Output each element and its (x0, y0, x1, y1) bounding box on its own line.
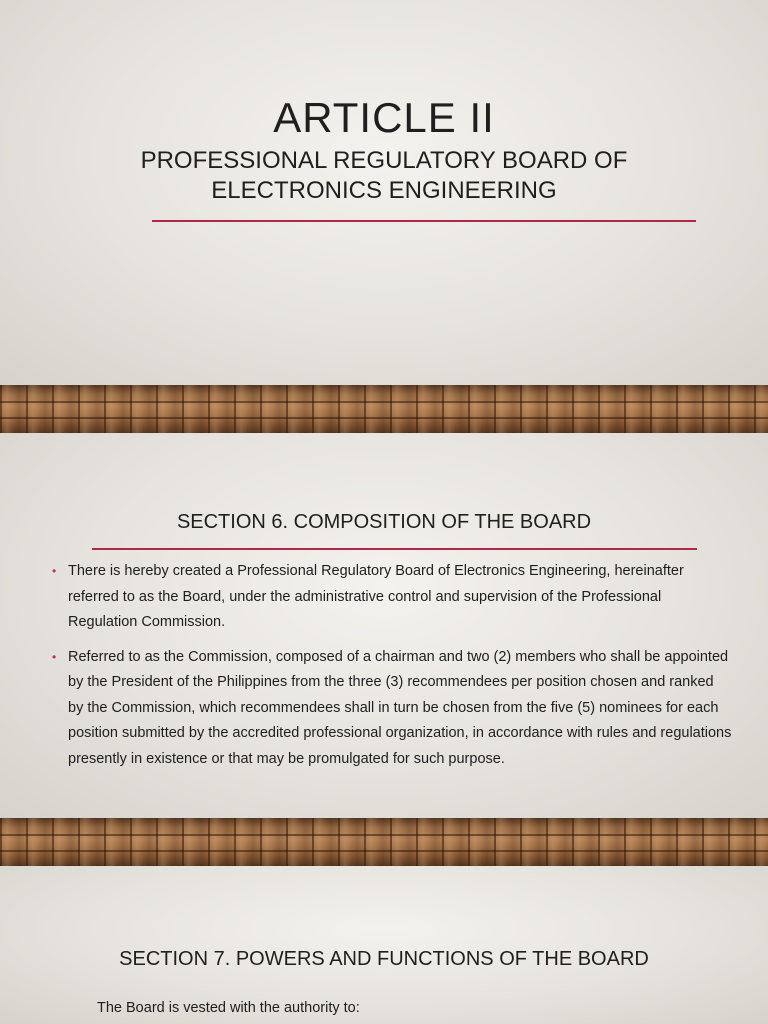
slide-article-ii (0, 0, 768, 385)
title-divider (152, 220, 696, 222)
list-item (52, 645, 732, 773)
article-subtitle-line1: PROFESSIONAL REGULATORY BOARD OF (140, 147, 628, 174)
bullet-icon: • (52, 649, 57, 664)
wood-floor-strip (0, 818, 768, 866)
slide-section-7 (0, 866, 768, 1024)
slide-section-6 (0, 433, 768, 818)
wood-floor-strip (0, 385, 768, 433)
article-subtitle-line2: ELECTRONICS ENGINEERING (211, 177, 557, 204)
section-6-divider (92, 548, 697, 550)
section-6-heading: SECTION 6. COMPOSITION OF THE BOARD (176, 511, 592, 533)
bullet-icon: • (52, 564, 57, 578)
list-item (52, 559, 732, 636)
bullet-text: Referred to as the Commission, composed of a chairman and two (2) members who shall be appointed by the President of the Philippines from the three (3) recommendees per position chosen and ranked by the Commission, which recommendees shall in turn be chosen from the five (5) nominees for each position submitted by the accredited professional organization, in accordance with rules and regulations presently in existence or that may be promulgated for such purpose. (68, 648, 732, 767)
article-title: ARTICLE II (273, 94, 495, 141)
section-7-intro: The Board is vested with the authority to: (97, 1000, 360, 1016)
section-6-bullet-list (52, 559, 732, 781)
section-7-heading: SECTION 7. POWERS AND FUNCTIONS OF THE BOARD (119, 948, 649, 970)
bullet-text: There is hereby created a Professional Regulatory Board of Electronics Engineering, hereinafter referred to as the Board, under the administrative control and supervision of the Professional Regulation Commission. (68, 563, 684, 630)
